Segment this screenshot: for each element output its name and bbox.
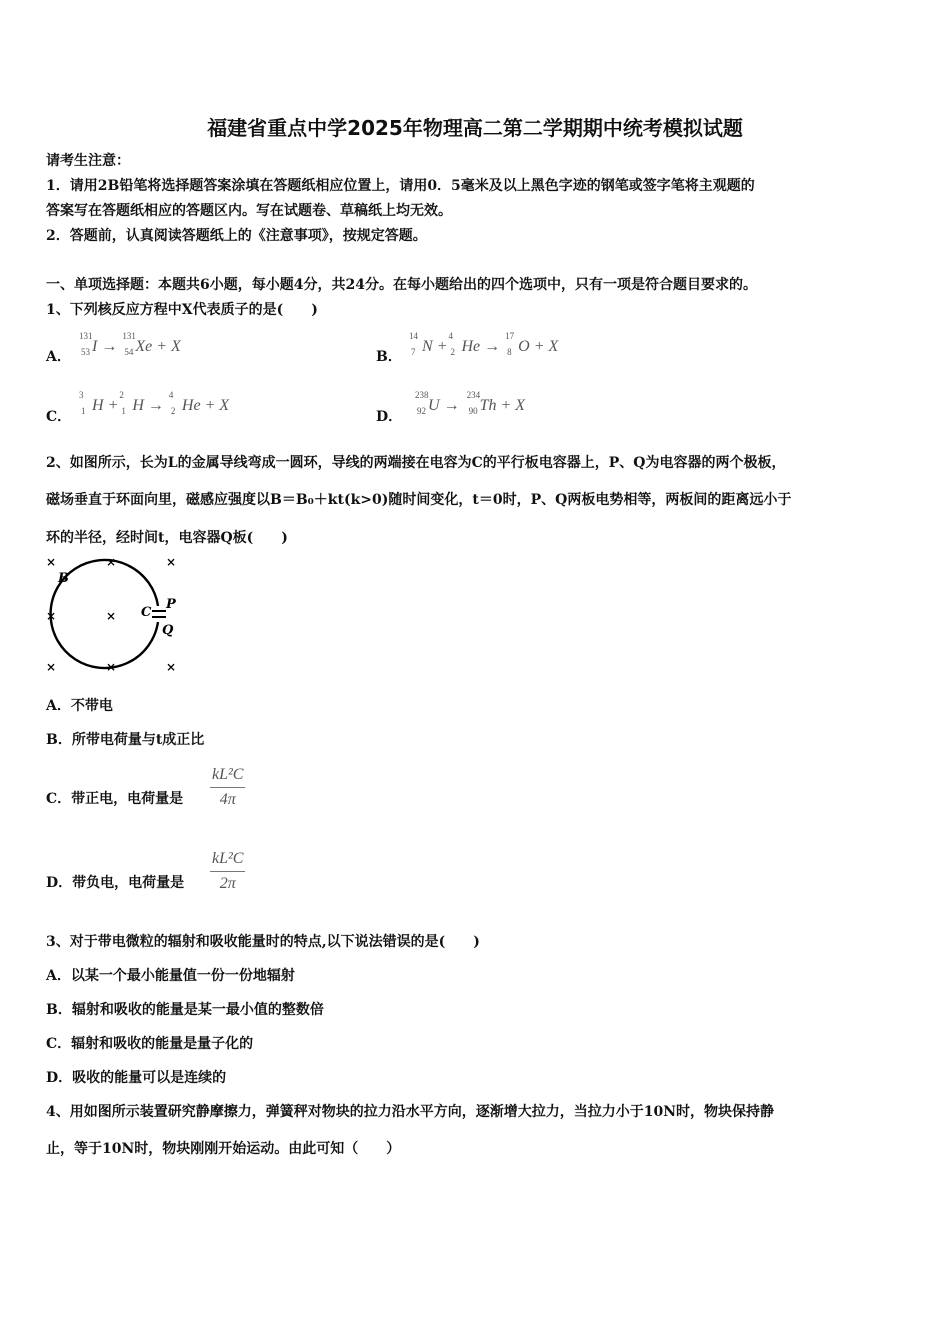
q4-stem-line-2: 止，等于10N时，物块刚刚开始运动。由此可知（ ） bbox=[46, 1141, 401, 1157]
q1-option-c-label: C． bbox=[46, 409, 72, 425]
q2-stem-line-3: 环的半径，经时间t，电容器Q板( ) bbox=[46, 530, 288, 546]
fraction-denominator: 2π bbox=[219, 875, 236, 892]
ring-capacitor-figure bbox=[42, 556, 184, 674]
cross-mark: × bbox=[166, 660, 177, 674]
q3-option-b: B．辐射和吸收的能量是某一最小值的整数倍 bbox=[46, 1002, 324, 1018]
q2-stem-line-1: 2、如图所示，长为L的金属导线弯成一圆环，导线的两端接在电容为C的平行板电容器上，P、Q为电容器的两个极板， bbox=[46, 455, 786, 471]
cross-mark: × bbox=[106, 660, 117, 674]
q2-option-a: A．不带电 bbox=[46, 698, 113, 714]
cross-mark: × bbox=[46, 609, 57, 623]
label-c: C bbox=[141, 605, 152, 620]
q1-option-c-equation: 3 1 H + 2 1 H → 4 2 He + X bbox=[79, 390, 230, 416]
fraction-numerator: kL²C bbox=[210, 850, 245, 872]
q1-option-b-label: B． bbox=[376, 349, 402, 365]
label-q: Q bbox=[162, 623, 174, 638]
q1-option-a-equation: 131 53 I → 131 54 Xe + X bbox=[79, 331, 181, 357]
notice-line-2: 答案写在答题纸相应的答题区内。写在试题卷、草稿纸上均无效。 bbox=[46, 203, 452, 219]
notice-line-1: 1．请用2B铅笔将选择题答案涂填在答题纸相应位置上，请用0．5毫米及以上黑色字迹的钢笔或签字笔将主观题的 bbox=[46, 178, 755, 194]
q2-option-d-fraction bbox=[210, 850, 245, 893]
notice-line-3: 2．答题前，认真阅读答题纸上的《注意事项》，按规定答题。 bbox=[46, 228, 427, 244]
q2-option-b: B．所带电荷量与t成正比 bbox=[46, 732, 205, 748]
q4-stem-line-1: 4、用如图所示装置研究静摩擦力，弹簧秤对物块的拉力沿水平方向，逐渐增大拉力，当拉力小于10N时，物块保持静 bbox=[46, 1104, 775, 1120]
label-p: P bbox=[166, 597, 176, 612]
cross-mark: × bbox=[46, 660, 57, 674]
q3-option-d: D．吸收的能量可以是连续的 bbox=[46, 1070, 227, 1086]
q2-option-d-text: D．带负电，电荷量是 bbox=[46, 875, 185, 891]
fraction-denominator: 4π bbox=[219, 791, 236, 808]
q1-option-d-equation: 238 92 U → 234 90 Th + X bbox=[415, 390, 526, 416]
q1-option-d-label: D． bbox=[376, 409, 403, 425]
label-b: B bbox=[58, 571, 69, 586]
notice-heading: 请考生注意： bbox=[46, 153, 130, 169]
q3-stem: 3、对于带电微粒的辐射和吸收能量时的特点,以下说法错误的是( ) bbox=[46, 934, 480, 950]
q1-stem: 1、下列核反应方程中X代表质子的是( ) bbox=[46, 302, 318, 318]
q2-option-c-text: C．带正电，电荷量是 bbox=[46, 791, 184, 807]
q1-option-b-equation: 14 7 N + 4 2 He → 17 8 O + X bbox=[409, 331, 559, 357]
q2-stem-line-2: 磁场垂直于环面向里，磁感应强度以B＝B₀＋kt(k>0)随时间变化，t＝0时，P、Q两板电势相等，两板间的距离远小于 bbox=[46, 492, 792, 508]
section-heading: 一、单项选择题：本题共6小题，每小题4分，共24分。在每小题给出的四个选项中，只有一项是符合题目要求的。 bbox=[46, 277, 757, 293]
cross-mark: × bbox=[106, 556, 117, 569]
q3-option-a: A．以某一个最小能量值一份一份地辐射 bbox=[46, 968, 295, 984]
cross-mark: × bbox=[166, 556, 177, 569]
page-title: 福建省重点中学2025年物理高二第二学期期中统考模拟试题 bbox=[207, 116, 743, 140]
q1-option-a-label: A． bbox=[46, 349, 71, 365]
fraction-numerator: kL²C bbox=[210, 766, 245, 788]
q3-option-c: C．辐射和吸收的能量是量子化的 bbox=[46, 1036, 254, 1052]
cross-mark: × bbox=[106, 609, 117, 623]
cross-mark: × bbox=[46, 556, 57, 569]
q2-option-c-fraction bbox=[210, 766, 245, 809]
